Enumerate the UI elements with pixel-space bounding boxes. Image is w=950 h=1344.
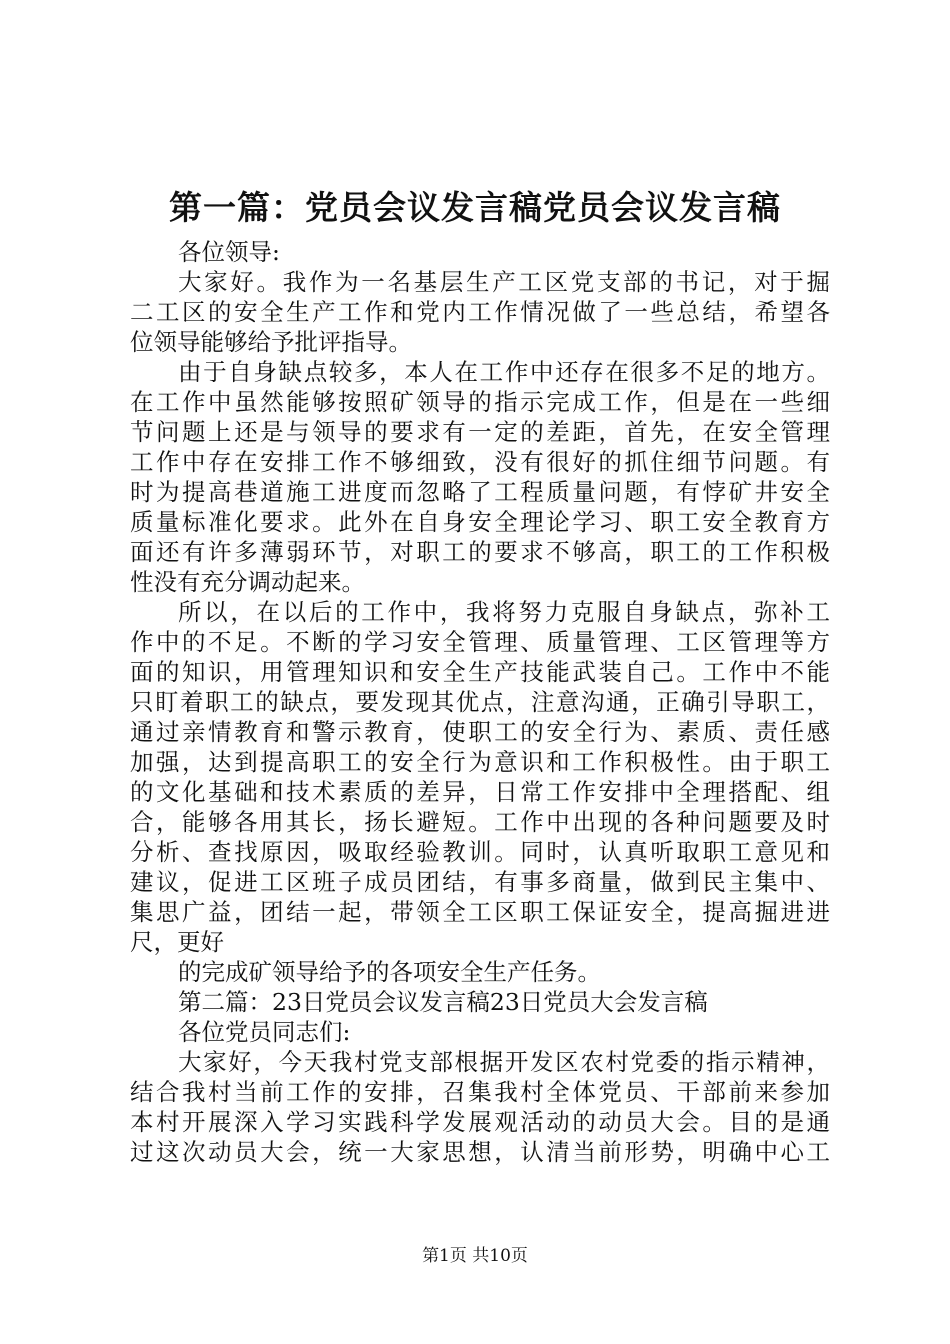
paragraph-line: 过这次动员大会，统一大家思想，认清当前形势，明确中心工	[130, 1138, 830, 1166]
page-number-footer: 第1页 共10页	[422, 1246, 528, 1266]
paragraph-line: 各位党员同志们:	[178, 1018, 351, 1046]
paragraph-line: 面还有许多薄弱环节，对职工的要求不够高，职工的工作积极	[130, 538, 830, 566]
paragraph-line: 集思广益，团结一起，带领全工区职工保证安全，提高掘进进	[130, 898, 830, 926]
paragraph-line: 的完成矿领导给予的各项安全生产任务。	[178, 958, 601, 986]
paragraph-line: 时为提高巷道施工进度而忽略了工程质量问题，有悖矿井安全	[130, 478, 830, 506]
paragraph-line: 只盯着职工的缺点，要发现其优点，注意沟通，正确引导职工，	[130, 688, 830, 716]
paragraph-line: 加强，达到提高职工的安全行为意识和工作积极性。由于职工	[130, 748, 830, 776]
paragraph-line: 大家好，今天我村党支部根据开发区农村党委的指示精神，	[178, 1048, 830, 1076]
paragraph-line: 由于自身缺点较多，本人在工作中还存在很多不足的地方。	[178, 358, 830, 386]
document-title: 第一篇：党员会议发言稿党员会议发言稿	[169, 188, 781, 227]
paragraph-line: 尺，更好	[130, 928, 224, 956]
paragraph-line: 通过亲情教育和警示教育，使职工的安全行为、素质、责任感	[130, 718, 830, 746]
paragraph-line: 二工区的安全生产工作和党内工作情况做了一些总结，希望各	[130, 298, 830, 326]
paragraph-line: 节问题上还是与领导的要求有一定的差距，首先，在安全管理	[130, 418, 830, 446]
paragraph-line: 性没有充分调动起来。	[130, 568, 365, 596]
paragraph-line: 合，能够各用其长，扬长避短。工作中出现的各种问题要及时	[130, 808, 830, 836]
paragraph-line: 的文化基础和技术素质的差异，日常工作安排中全理搭配、组	[130, 778, 830, 806]
document-body	[130, 237, 830, 1167]
paragraph-line: 所以，在以后的工作中，我将努力克服自身缺点，弥补工	[178, 598, 830, 626]
paragraph-line: 各位领导:	[178, 238, 280, 266]
section-heading-line: 第二篇：23日党员会议发言稿23日党员大会发言稿	[178, 988, 708, 1016]
paragraph-line: 质量标准化要求。此外在自身安全理论学习、职工安全教育方	[130, 508, 830, 536]
paragraph-line: 大家好。我作为一名基层生产工区党支部的书记，对于掘	[178, 268, 830, 296]
paragraph-line: 建议，促进工区班子成员团结，有事多商量，做到民主集中、	[130, 868, 830, 896]
paragraph-line: 面的知识，用管理知识和安全生产技能武装自己。工作中不能	[130, 658, 830, 686]
paragraph-line: 位领导能够给予批评指导。	[130, 328, 412, 356]
paragraph-line: 工作中存在安排工作不够细致，没有很好的抓住细节问题。有	[130, 448, 830, 476]
paragraph-line: 作中的不足。不断的学习安全管理、质量管理、工区管理等方	[130, 628, 830, 656]
paragraph-line: 分析、查找原因，吸取经验教训。同时，认真听取职工意见和	[130, 838, 830, 866]
paragraph-line: 在工作中虽然能够按照矿领导的指示完成工作，但是在一些细	[130, 388, 830, 416]
paragraph-line: 本村开展深入学习实践科学发展观活动的动员大会。目的是通	[130, 1108, 830, 1136]
paragraph-line: 结合我村当前工作的安排，召集我村全体党员、干部前来参加	[130, 1078, 830, 1106]
